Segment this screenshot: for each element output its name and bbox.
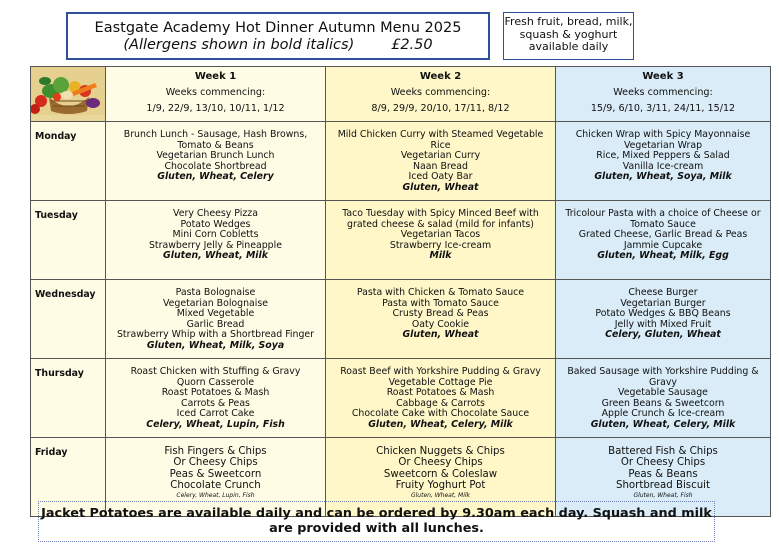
dish-item: Roast Potatoes & Mash <box>161 387 270 399</box>
dish-item: Or Cheesy Chips <box>620 457 706 469</box>
dish-item: Potato Wedges <box>180 218 251 230</box>
dish-item: Pasta with Tomato Sauce <box>382 297 499 309</box>
allergens-text: Gluten, Wheat, Celery, Milk <box>368 418 513 430</box>
menu-cell-week-3 <box>556 201 771 280</box>
dish-item: Pasta Bolognaise <box>175 287 256 298</box>
dish-item: Carrots & Peas <box>181 397 250 409</box>
dish-item: Strawberry Ice-cream <box>389 239 492 251</box>
day-row-tuesday <box>31 201 771 280</box>
dish-item: Chocolate Cake with Chocolate Sauce <box>351 408 530 420</box>
dish-item: Fruity Yoghurt Pot <box>395 480 486 492</box>
week-2-dates: 8/9, 29/9, 20/10, 17/11, 8/12 <box>371 103 510 114</box>
allergen-price-line: (Allergens shown in bold italics) £2.50 <box>123 37 433 53</box>
day-row-monday <box>31 122 771 201</box>
day-label: Monday <box>31 122 106 201</box>
dish-item: Jelly with Mixed Fruit <box>614 318 712 330</box>
allergens-text: Gluten, Wheat <box>402 329 479 341</box>
fresh-food-note: Fresh fruit, bread, milk, squash & yoghurt available daily <box>503 12 634 60</box>
menu-cell-week-1 <box>106 201 326 280</box>
dish-item: Peas & Beans <box>628 468 698 480</box>
dish-item: Battered Fish & Chips <box>608 446 718 457</box>
allergens-text: Gluten, Wheat, Milk <box>410 491 471 499</box>
dish-item: Mini Corn Cobletts <box>172 229 259 241</box>
dish-item: Rice, Mixed Peppers & Salad <box>596 150 730 162</box>
dish-item: Sweetcorn & Coleslaw <box>383 468 498 480</box>
day-label: Thursday <box>31 359 106 438</box>
dish-item: Grated Cheese, Garlic Bread & Peas <box>578 229 748 241</box>
allergens-text: Gluten, Wheat, Celery, Milk <box>590 418 736 430</box>
jacket-potato-note: Jacket Potatoes are available daily and can be ordered by 9.30am each day. Squash and milk are provided with all lunches. <box>38 501 715 542</box>
dish-item: Vegetarian Tacos <box>400 229 481 241</box>
day-label: Wednesday <box>31 280 106 359</box>
menu-cell-week-3 <box>556 280 771 359</box>
menu-cell-week-2 <box>326 359 556 438</box>
dish-item: Naan Bread <box>413 160 468 172</box>
dish-item: Strawberry Whip with a Shortbread Finger <box>116 329 315 341</box>
dish-item: Vegetarian Wrap <box>623 139 703 151</box>
week-1-label: Week 1 <box>194 71 237 82</box>
dish-item: Shortbread Biscuit <box>616 480 710 492</box>
dish-item: Vanilla Ice-cream <box>622 160 704 172</box>
dish-item: Peas & Sweetcorn <box>169 468 262 480</box>
menu-cell-week-1 <box>106 359 326 438</box>
menu-cell-week-1 <box>106 280 326 359</box>
week-3-commencing: Weeks commencing: <box>613 87 713 98</box>
dish-item: Pasta with Chicken & Tomato Sauce <box>356 287 525 298</box>
dish-item: Vegetarian Curry <box>400 150 481 162</box>
menu-cell-week-2 <box>326 280 556 359</box>
dish-item: Vegetarian Brunch Lunch <box>156 150 275 162</box>
dish-item: Or Cheesy Chips <box>173 457 258 469</box>
dish-item: Tricolour Pasta with a choice of Cheese or Tomato Sauce <box>565 208 761 230</box>
week-2-header <box>326 67 556 122</box>
dish-item: Mixed Vegetable <box>176 308 255 320</box>
vegetables-image <box>31 67 106 122</box>
dish-item: Quorn Casserole <box>176 376 255 388</box>
allergens-text: Gluten, Wheat, Milk, Egg <box>597 250 729 262</box>
week-header-row <box>31 67 771 122</box>
allergens-text: Celery, Wheat, Lupin, Fish <box>146 418 285 430</box>
dish-item: Apple Crunch & Ice-cream <box>601 408 725 420</box>
dish-item: Baked Sausage with Yorkshire Pudding & Gravy <box>567 366 759 388</box>
allergens-text: Gluten, Wheat, Celery <box>157 171 274 183</box>
day-label: Friday <box>31 438 106 517</box>
dish-item: Fish Fingers & Chips <box>164 446 267 457</box>
dish-item: Potato Wedges & BBQ Beans <box>595 308 731 320</box>
dish-item: Very Cheesy Pizza <box>173 208 258 219</box>
dish-item: Cabbage & Carrots <box>396 397 485 409</box>
allergens-text: Gluten, Wheat <box>402 181 479 193</box>
dish-item: Iced Oaty Bar <box>408 171 473 183</box>
dish-item: Taco Tuesday with Spicy Minced Beef with grated cheese & salad (mild for infants) <box>342 208 539 230</box>
dish-item: Chocolate Shortbread <box>164 160 267 172</box>
dish-item: Vegetable Sausage <box>618 387 708 399</box>
dish-item: Garlic Bread <box>186 318 245 330</box>
dish-item: Brunch Lunch - Sausage, Hash Browns, Tomato & Beans <box>123 129 308 151</box>
menu-title-box <box>66 12 490 60</box>
allergens-text: Gluten, Wheat, Milk, Soya <box>146 339 285 351</box>
allergens-text: Gluten, Wheat, Fish <box>633 491 693 499</box>
allergens-text: Milk <box>429 250 452 262</box>
dish-item: Crusty Bread & Peas <box>392 308 489 320</box>
menu-cell-week-3 <box>556 122 771 201</box>
allergens-text: Celery, Gluten, Wheat <box>605 329 721 341</box>
dish-item: Strawberry Jelly & Pineapple <box>148 239 283 251</box>
allergens-text: Celery, Wheat, Lupin, Fish <box>176 491 255 499</box>
day-row-wednesday <box>31 280 771 359</box>
dish-item: Green Beans & Sweetcorn <box>601 397 725 409</box>
dish-item: Roast Potatoes & Mash <box>386 387 495 399</box>
dish-item: Vegetable Cottage Pie <box>388 376 493 388</box>
day-row-thursday <box>31 359 771 438</box>
dish-item: Chocolate Crunch <box>170 480 261 492</box>
week-2-commencing: Weeks commencing: <box>390 87 491 98</box>
dish-item: Oaty Cookie <box>411 318 470 330</box>
week-2-label: Week 2 <box>419 71 462 82</box>
menu-table <box>30 66 771 517</box>
allergens-text: Gluten, Wheat, Soya, Milk <box>594 171 732 183</box>
dish-item: Or Cheesy Chips <box>398 457 483 469</box>
dish-item: Mild Chicken Curry with Steamed Vegetable Rice <box>337 129 544 151</box>
dish-item: Roast Chicken with Stuffing & Gravy <box>130 366 301 377</box>
menu-title: Eastgate Academy Hot Dinner Autumn Menu 2025 <box>94 20 462 36</box>
vegetable-basket-icon <box>31 67 105 115</box>
week-1-dates: 1/9, 22/9, 13/10, 10/11, 1/12 <box>146 103 285 114</box>
menu-cell-week-1 <box>106 122 326 201</box>
dish-item: Chicken Wrap with Spicy Mayonnaise <box>575 129 751 140</box>
dish-item: Iced Carrot Cake <box>176 408 255 420</box>
dish-item: Chicken Nuggets & Chips <box>376 446 505 457</box>
dish-item: Roast Beef with Yorkshire Pudding & Gravy <box>340 366 541 377</box>
week-1-commencing: Weeks commencing: <box>165 87 266 98</box>
dish-item: Vegetarian Bolognaise <box>162 297 269 309</box>
week-3-label: Week 3 <box>642 71 684 82</box>
menu-cell-week-2 <box>326 122 556 201</box>
day-label: Tuesday <box>31 201 106 280</box>
dish-item: Jammie Cupcake <box>623 239 703 251</box>
dish-item: Vegetarian Burger <box>620 297 706 309</box>
menu-cell-week-2 <box>326 201 556 280</box>
menu-cell-week-3 <box>556 359 771 438</box>
week-1-header <box>106 67 326 122</box>
allergens-text: Gluten, Wheat, Milk <box>163 250 268 262</box>
dish-item: Cheese Burger <box>628 287 698 298</box>
week-3-header <box>556 67 771 122</box>
week-3-dates: 15/9, 6/10, 3/11, 24/11, 15/12 <box>590 103 736 114</box>
